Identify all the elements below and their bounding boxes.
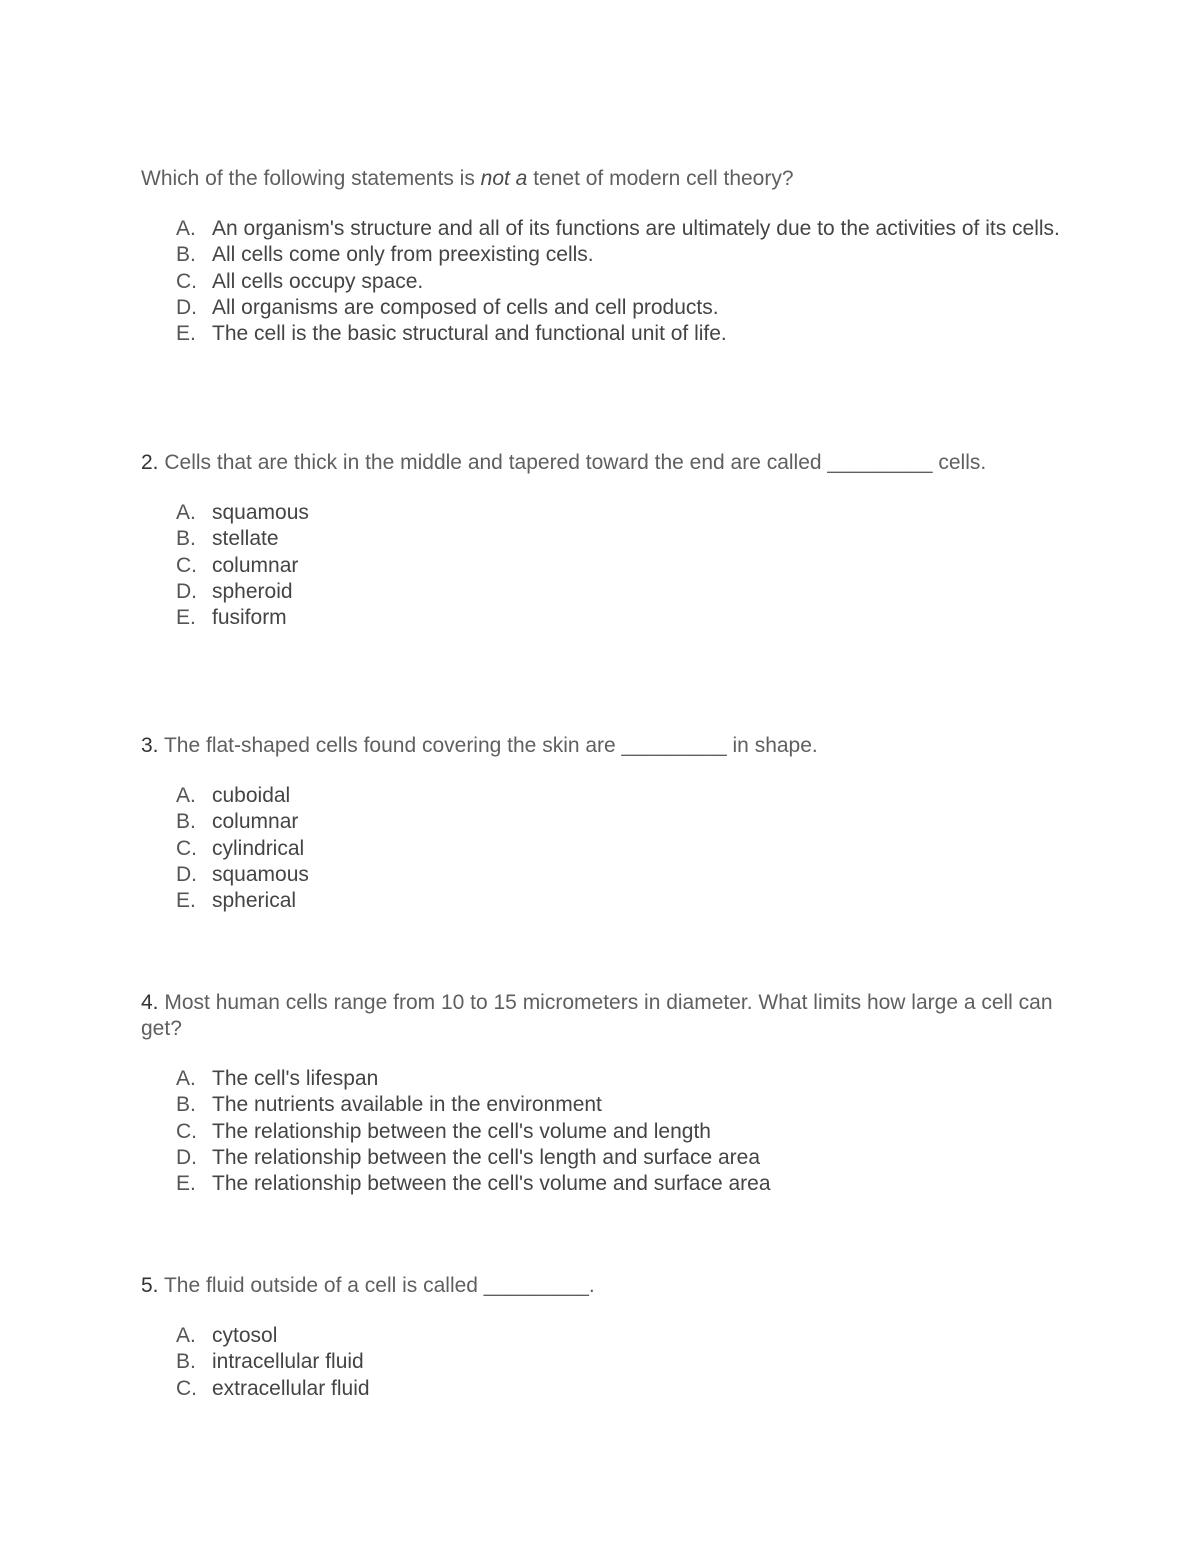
option-text: All cells come only from preexisting cells. — [212, 243, 594, 267]
option-letter: B. — [176, 527, 196, 551]
option-text: An organism's structure and all of its functions are ultimately due to the activities of its cells. — [212, 217, 1060, 240]
option-text: The relationship between the cell's volume and length — [212, 1119, 711, 1143]
option-text: squamous — [212, 501, 309, 524]
option-text: The cell's lifespan — [212, 1067, 379, 1090]
option-letter: B. — [176, 1350, 196, 1374]
stem-text: The fluid outside of a cell is called _________. — [158, 1274, 595, 1297]
option-letter: D. — [176, 862, 197, 886]
question-2 — [141, 450, 1071, 631]
question-number: 5. — [141, 1274, 159, 1297]
option-text: The nutrients available in the environment — [212, 1093, 602, 1117]
option-text: All organisms are composed of cells and cell products. — [212, 295, 719, 319]
answer-option-a[interactable] — [141, 216, 1071, 242]
option-text: fusiform — [212, 606, 287, 630]
answer-option-b[interactable] — [141, 242, 1071, 268]
question-5 — [141, 1273, 1071, 1402]
answer-option-e[interactable] — [141, 1171, 1071, 1197]
answer-option-c[interactable] — [141, 836, 1071, 862]
answer-option-c[interactable] — [141, 1119, 1071, 1145]
option-letter: B. — [176, 1093, 196, 1117]
option-text: The cell is the basic structural and functional unit of life. — [212, 322, 727, 346]
question-stem — [141, 990, 1071, 1042]
stem-text: The flat-shaped cells found covering the skin are _________ in shape. — [158, 734, 818, 757]
option-text: squamous — [212, 862, 309, 886]
option-letter: D. — [176, 579, 197, 603]
answer-option-c[interactable] — [141, 269, 1071, 295]
answer-option-a[interactable] — [141, 1323, 1071, 1349]
option-text: cylindrical — [212, 836, 305, 860]
option-letter: D. — [176, 1145, 197, 1169]
option-text: intracellular fluid — [212, 1350, 364, 1374]
answer-options — [141, 1066, 1071, 1197]
question-number: 3. — [141, 734, 159, 757]
option-text: columnar — [212, 553, 299, 577]
option-letter: E. — [176, 606, 196, 630]
answer-option-a[interactable] — [141, 500, 1071, 526]
option-text: cuboidal — [212, 784, 291, 807]
option-text: cytosol — [212, 1324, 278, 1347]
option-letter: A. — [176, 784, 196, 807]
option-letter: E. — [176, 889, 196, 913]
answer-options — [141, 500, 1071, 631]
answer-option-a[interactable] — [141, 783, 1071, 809]
option-text: stellate — [212, 527, 279, 551]
answer-option-c[interactable] — [141, 553, 1071, 579]
option-letter: C. — [176, 269, 197, 293]
option-letter: B. — [176, 243, 196, 267]
option-text: spheroid — [212, 579, 293, 603]
option-letter: C. — [176, 1119, 197, 1143]
answer-option-e[interactable] — [141, 605, 1071, 631]
stem-text: Most human cells range from 10 to 15 micrometers in diameter. What limits how large a cell can get? — [141, 991, 1053, 1040]
question-3 — [141, 733, 1071, 914]
answer-options — [141, 783, 1071, 914]
answer-option-e[interactable] — [141, 321, 1071, 347]
answer-options — [141, 216, 1071, 347]
stem-text: Cells that are thick in the middle and tapered toward the end are called _________ cells. — [158, 451, 987, 474]
answer-option-e[interactable] — [141, 888, 1071, 914]
option-letter: A. — [176, 501, 196, 524]
stem-text-before: Which of the following statements is — [141, 167, 481, 190]
question-4 — [141, 990, 1071, 1197]
question-number: 4. — [141, 991, 159, 1014]
question-stem — [141, 450, 1071, 476]
option-text: The relationship between the cell's length and surface area — [212, 1145, 761, 1169]
answer-options — [141, 1323, 1071, 1402]
option-text: spherical — [212, 889, 297, 913]
answer-option-d[interactable] — [141, 295, 1071, 321]
option-letter: D. — [176, 295, 197, 319]
option-letter: C. — [176, 553, 197, 577]
option-letter: A. — [176, 217, 196, 240]
answer-option-b[interactable] — [141, 526, 1071, 552]
question-stem — [141, 1273, 1071, 1299]
question-1 — [141, 166, 1071, 347]
answer-option-a[interactable] — [141, 1066, 1071, 1092]
question-stem — [141, 733, 1071, 759]
option-letter: C. — [176, 836, 197, 860]
stem-emphasis: not a — [480, 167, 528, 190]
option-letter: A. — [176, 1324, 196, 1347]
answer-option-d[interactable] — [141, 862, 1071, 888]
answer-option-b[interactable] — [141, 1092, 1071, 1118]
answer-option-b[interactable] — [141, 1349, 1071, 1375]
option-text: extracellular fluid — [212, 1376, 370, 1400]
answer-option-b[interactable] — [141, 809, 1071, 835]
option-letter: A. — [176, 1067, 196, 1090]
answer-option-d[interactable] — [141, 579, 1071, 605]
question-stem — [141, 166, 1071, 192]
answer-option-c[interactable] — [141, 1376, 1071, 1402]
option-text: The relationship between the cell's volume and surface area — [212, 1172, 771, 1196]
option-text: All cells occupy space. — [212, 269, 424, 293]
option-letter: E. — [176, 322, 196, 346]
answer-option-d[interactable] — [141, 1145, 1071, 1171]
question-number: 2. — [141, 451, 159, 474]
option-letter: B. — [176, 810, 196, 834]
stem-text-after: tenet of modern cell theory? — [527, 167, 794, 190]
option-text: columnar — [212, 810, 299, 834]
option-letter: C. — [176, 1376, 197, 1400]
option-letter: E. — [176, 1172, 196, 1196]
